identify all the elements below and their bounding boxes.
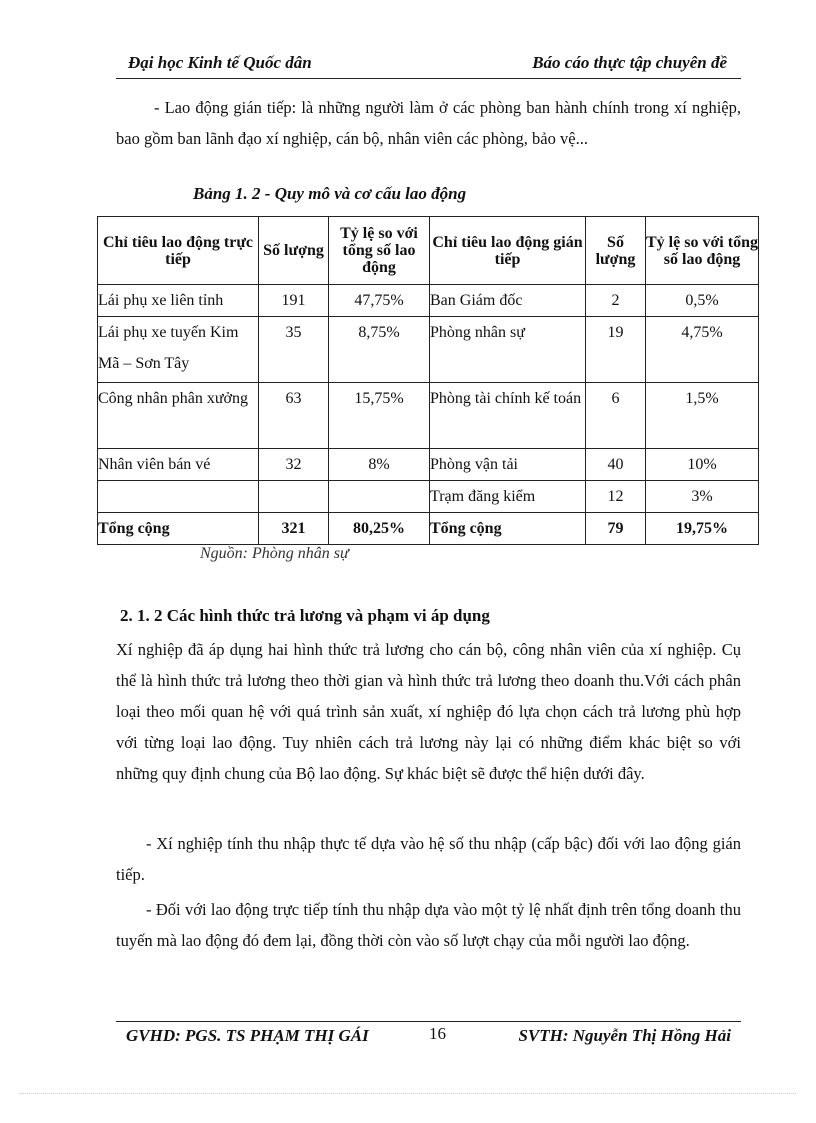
table-cell: Lái phụ xe tuyến Kim Mã – Sơn Tây [98, 317, 259, 383]
table-cell: 3% [646, 481, 759, 513]
page-number: 16 [429, 1024, 446, 1043]
table-cell: 19,75% [646, 513, 759, 545]
intro-paragraph: - Lao động gián tiếp: là những người làm ở các phòng ban hành chính trong xí nghiệp, bao gồm ban lãnh đạo xí nghiệp, cán bộ, nhân viên các phòng, bảo vệ... [116, 98, 741, 148]
table-cell [329, 481, 430, 513]
table-header-cell: Chỉ tiêu lao động trực tiếp [98, 217, 259, 285]
table-caption: Bảng 1. 2 - Quy mô và cơ cấu lao động [193, 184, 467, 203]
table-cell: 35 [259, 317, 329, 383]
header-report-title: Báo cáo thực tập chuyên đề [532, 53, 727, 72]
table-cell: Nhân viên bán vé [98, 449, 259, 481]
table-cell: 12 [586, 481, 646, 513]
table-header-cell: Chỉ tiêu lao động gián tiếp [430, 217, 586, 285]
table-cell: 79 [586, 513, 646, 545]
page-footer [116, 1021, 741, 1052]
table-cell: 0,5% [646, 285, 759, 317]
table-cell [98, 481, 259, 513]
table-source: Nguồn: Phòng nhân sự [200, 545, 349, 562]
table-header-row [98, 217, 759, 285]
table-total-row [98, 513, 759, 545]
header-university: Đại học Kinh tế Quốc dân [128, 53, 312, 72]
paragraph: - Đối với lao động trực tiếp tính thu nhập dựa vào một tỷ lệ nhất định trên tổng doanh thu tuyến mà lao động đó đem lại, đồng thời còn vào số lượt chạy của mỗi người lao động. [116, 900, 741, 950]
table-cell: 8% [329, 449, 430, 481]
table-row [98, 481, 759, 513]
table-cell: Công nhân phân xưởng [98, 383, 259, 449]
table-cell: 10% [646, 449, 759, 481]
table-cell: Trạm đăng kiểm [430, 481, 586, 513]
table-cell: 63 [259, 383, 329, 449]
section-title: 2. 1. 2 Các hình thức trả lương và phạm vi áp dụng [120, 606, 490, 625]
page-bottom-divider [20, 1093, 796, 1094]
table-cell: 6 [586, 383, 646, 449]
table-cell: 191 [259, 285, 329, 317]
table-cell: Ban Giám đốc [430, 285, 586, 317]
table-header-cell: Số lượng [259, 217, 329, 285]
table-header-cell: Số lượng [586, 217, 646, 285]
table-cell: Phòng tài chính kế toán [430, 383, 586, 449]
table-cell: 321 [259, 513, 329, 545]
labor-table [97, 216, 759, 545]
table-header-cell: Tỷ lệ so với tổng số lao động [646, 217, 759, 285]
table-header-cell: Tỷ lệ so với tổng số lao động [329, 217, 430, 285]
table-row [98, 285, 759, 317]
table-cell: 4,75% [646, 317, 759, 383]
table-cell: Phòng vận tải [430, 449, 586, 481]
page-header [116, 52, 741, 79]
table-cell: 1,5% [646, 383, 759, 449]
table-row [98, 317, 759, 383]
table-row [98, 449, 759, 481]
table-row [98, 383, 759, 449]
table-cell: Tổng cộng [98, 513, 259, 545]
footer-student: SVTH: Nguyễn Thị Hồng Hải [518, 1026, 731, 1045]
table-cell: 32 [259, 449, 329, 481]
table-cell: Phòng nhân sự [430, 317, 586, 383]
table-cell [259, 481, 329, 513]
table-cell: Lái phụ xe liên tỉnh [98, 285, 259, 317]
table-cell: 40 [586, 449, 646, 481]
table-cell: 8,75% [329, 317, 430, 383]
table-cell: 47,75% [329, 285, 430, 317]
paragraph: - Xí nghiệp tính thu nhập thực tế dựa vào hệ số thu nhập (cấp bậc) đối với lao động gián tiếp. [116, 834, 741, 884]
table-cell: 19 [586, 317, 646, 383]
table-cell: Tổng cộng [430, 513, 586, 545]
footer-advisor: GVHD: PGS. TS PHẠM THỊ GÁI [126, 1026, 369, 1045]
paragraph: Xí nghiệp đã áp dụng hai hình thức trả lương cho cán bộ, công nhân viên của xí nghiệp. Cụ thể là hình thức trả lương theo thời gian và hình thức trả lương theo doanh thu.Với cách phân loại theo mối quan hệ với quá trình sản xuất, xí nghiệp đó lựa chọn cách trả lương phù hợp với từng loại lao động. Tuy nhiên cách trả lương này lại có những điểm khác biệt so với những quy định chung của Bộ lao động. Sự khác biệt sẽ được thể hiện dưới đây. [116, 640, 741, 783]
table-cell: 2 [586, 285, 646, 317]
table-cell: 15,75% [329, 383, 430, 449]
table-cell: 80,25% [329, 513, 430, 545]
